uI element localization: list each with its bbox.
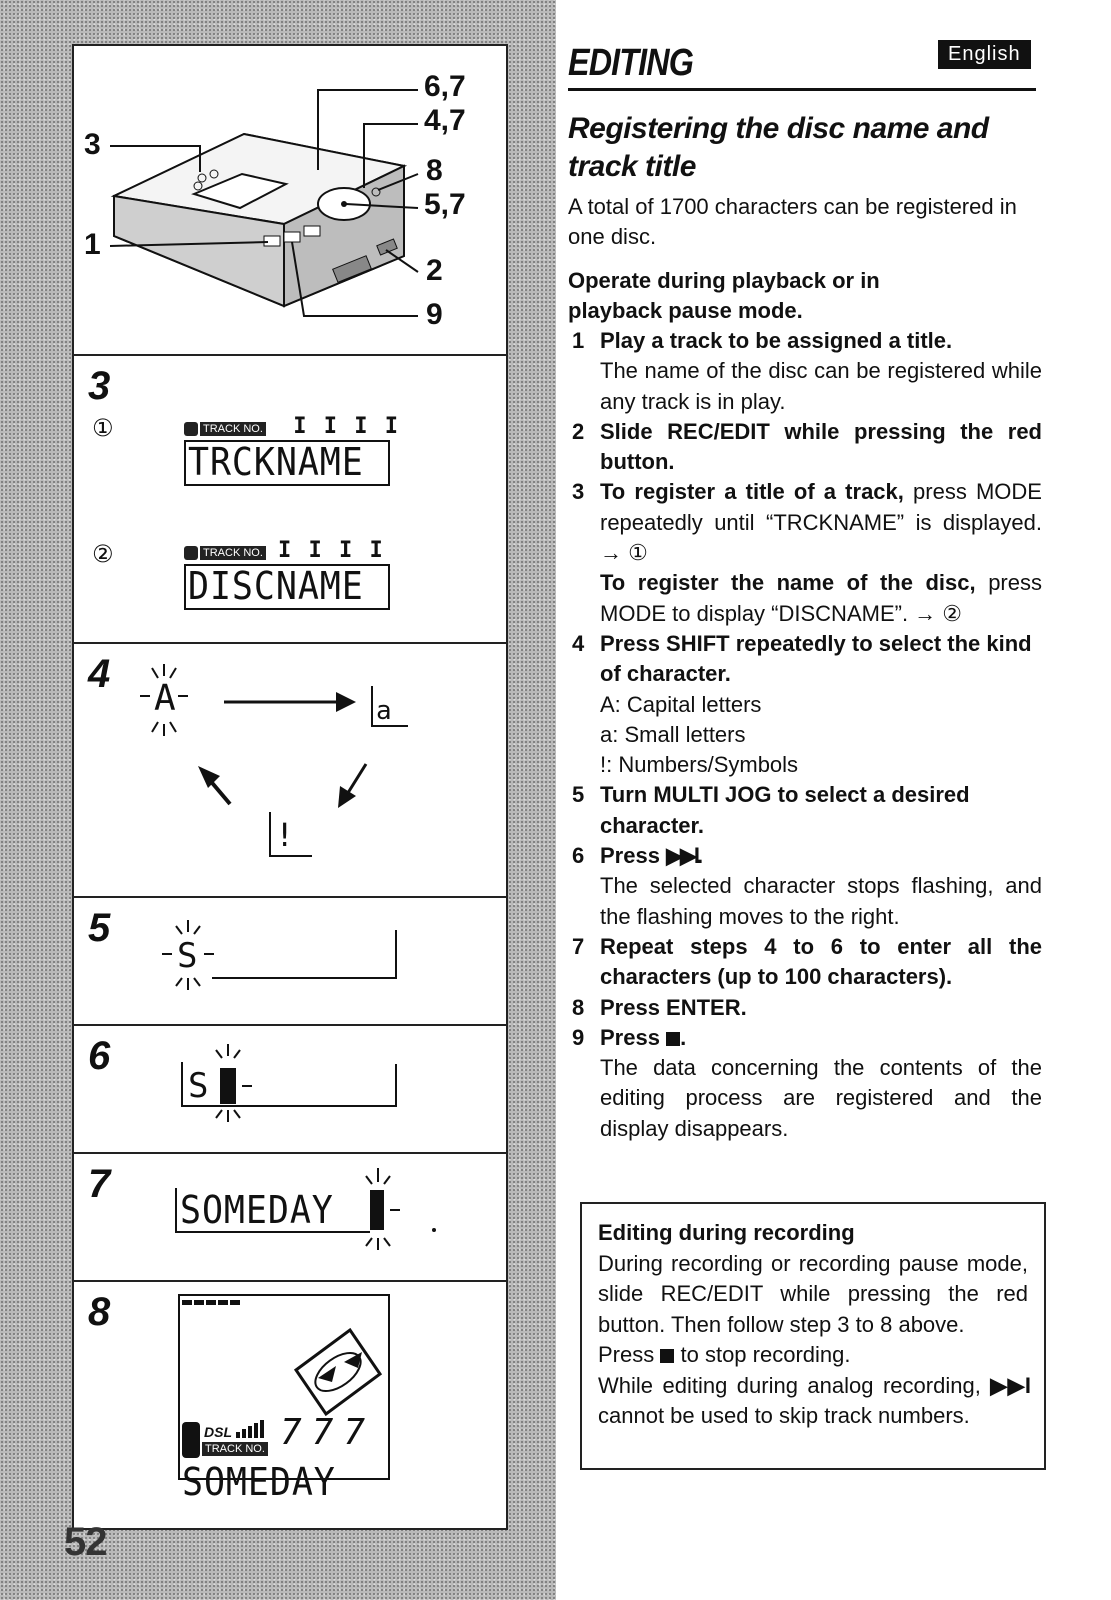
callout-8: 8 [426,154,443,187]
step-number: 3 [88,364,111,408]
step-lead: Press ENTER. [600,994,747,1020]
intro-paragraph: A total of 1700 characters can be registered in one disc. [568,194,1017,249]
step-number: 6 [88,1034,111,1078]
step-number: 5 [572,782,585,808]
step-5-panel [74,898,506,1026]
note-text: While editing during analog recording, [598,1372,981,1398]
step-body: press MODE to display “DISCNAME”. → ② [600,570,1042,626]
step-lead: Repeat steps 4 to 6 to enter all the characters (up to 100 characters). [600,933,1042,990]
page-number: 52 [64,1520,107,1564]
step-number: 7 [88,1162,111,1206]
fast-forward-icon: ▶▶I [666,843,698,869]
step-number: 8 [572,994,585,1020]
lcd-char-s: S [177,936,198,976]
step-number: 4 [88,652,111,696]
step-lead: Press [600,1024,660,1050]
illustration-column [72,44,508,1530]
lcd-text-discname: DISCNAME [188,564,364,608]
cursor-move-display [74,1026,506,1150]
lcd-text-trckname: TRCKNAME [188,440,364,484]
stop-icon [660,1349,674,1363]
step-lead: To register a title of a track, [600,479,904,505]
segment-dashes: I I I I [278,538,385,563]
step-number: 1 [572,328,585,353]
callout-1: 1 [84,228,101,261]
character-cycle-diagram [74,644,506,894]
step-item [568,629,1042,780]
step-6-panel [74,1026,506,1154]
step-lead-end: . [697,843,704,869]
step-3-panel [74,356,506,644]
page-title: EDITING [568,42,694,84]
char-small-a: a [376,696,392,726]
battery-icon [184,422,198,436]
step-item [568,1023,1042,1144]
note-paragraph [598,1371,1028,1432]
segment-dashes: I I I I [278,414,400,439]
callout-2: 2 [426,254,443,287]
step-item [568,477,1042,628]
option-capital: A: Capital letters [600,691,762,717]
step-number: 7 [572,933,585,959]
segment-digits: 777 [280,1412,376,1453]
track-no-tag: TRACK NO. [202,1442,268,1456]
track-no-tag: TRACK NO. [200,546,266,560]
editing-during-recording-box [580,1202,1046,1470]
circled-marker-2: ② [92,540,114,568]
step-number: 5 [88,906,111,950]
disc-icon [296,1330,380,1414]
lcd-text-someday: SOMEDAY [180,1188,334,1232]
step-body: The data concerning the contents of the editing process are registered and the display disappears. [600,1055,1042,1141]
step-lead: Turn MULTI JOG to select a desired character. [600,782,970,838]
step-lead: Press [600,843,660,869]
step-number: 4 [572,630,585,656]
fast-forward-icon: ▶▶I [990,1372,1028,1398]
step-number: 2 [572,418,585,444]
step-item [568,932,1042,993]
callout-5-7: 5,7 [424,188,466,221]
track-no-tag: TRACK NO. [200,422,266,436]
step-item [568,417,1042,478]
callout-3: 3 [84,128,101,161]
callout-4-7: 4,7 [424,104,466,137]
section-heading: Registering the disc name and track title [568,112,989,183]
callout-6-7: 6,7 [424,70,466,103]
lcd-char-s: S [188,1066,209,1106]
step-lead: To register the name of the disc, [600,570,976,596]
option-symbols: !: Numbers/Symbols [600,752,799,778]
step-number: 6 [572,843,585,869]
step-body: The name of the disc can be registered while any track is in play. [600,358,1042,414]
flashing-char-display [74,898,506,1022]
note-text: to stop recording. [680,1342,851,1367]
note-title: Editing during recording [598,1220,855,1245]
step-lead: Slide REC/EDIT while pressing the red button. [600,418,1042,475]
step-number: 9 [572,1024,585,1050]
circled-marker-1: ① [92,414,114,442]
title-rule [568,88,1036,91]
device-illustration-panel [74,46,506,356]
language-badge: English [938,40,1031,69]
lcd-text-someday: SOMEDAY [182,1460,336,1504]
operate-note: Operate during playback or in playback pause mode. [568,268,880,323]
step-item [568,326,1042,417]
step-number: 8 [88,1290,111,1334]
note-text: cannot be used to skip track numbers. [598,1403,970,1428]
step-lead-end: . [680,1024,687,1050]
note-paragraph: During recording or recording pause mode, slide REC/EDIT while pressing the red button. Then follow step 3 to 8 above. [598,1250,1028,1337]
step-item [568,780,1042,841]
stop-icon [666,1032,680,1046]
step-7-panel [74,1154,506,1282]
steps-list [568,326,1042,1144]
step-body: press MODE repeatedly until “TRCKNAME” is displayed. → ① [600,479,1042,566]
battery-icon [184,546,198,560]
note-text: Press [598,1342,655,1367]
step-8-panel [74,1282,506,1528]
step-4-panel [74,644,506,898]
step-number: 3 [572,479,585,505]
option-small: a: Small letters [600,721,746,747]
step-item [568,993,1042,1023]
callout-9: 9 [426,298,443,331]
step-body: The selected character stops flashing, and the flashing moves to the right. [600,873,1042,929]
char-capital-a: A [154,678,176,719]
dsl-label: DSL [204,1424,232,1440]
step-lead: Play a track to be assigned a title. [600,328,953,353]
step-lead: Press SHIFT repeatedly to select the kind of character. [600,630,1032,687]
step-item [568,841,1042,932]
note-paragraph [598,1340,1028,1371]
char-symbol: ! [275,816,295,854]
